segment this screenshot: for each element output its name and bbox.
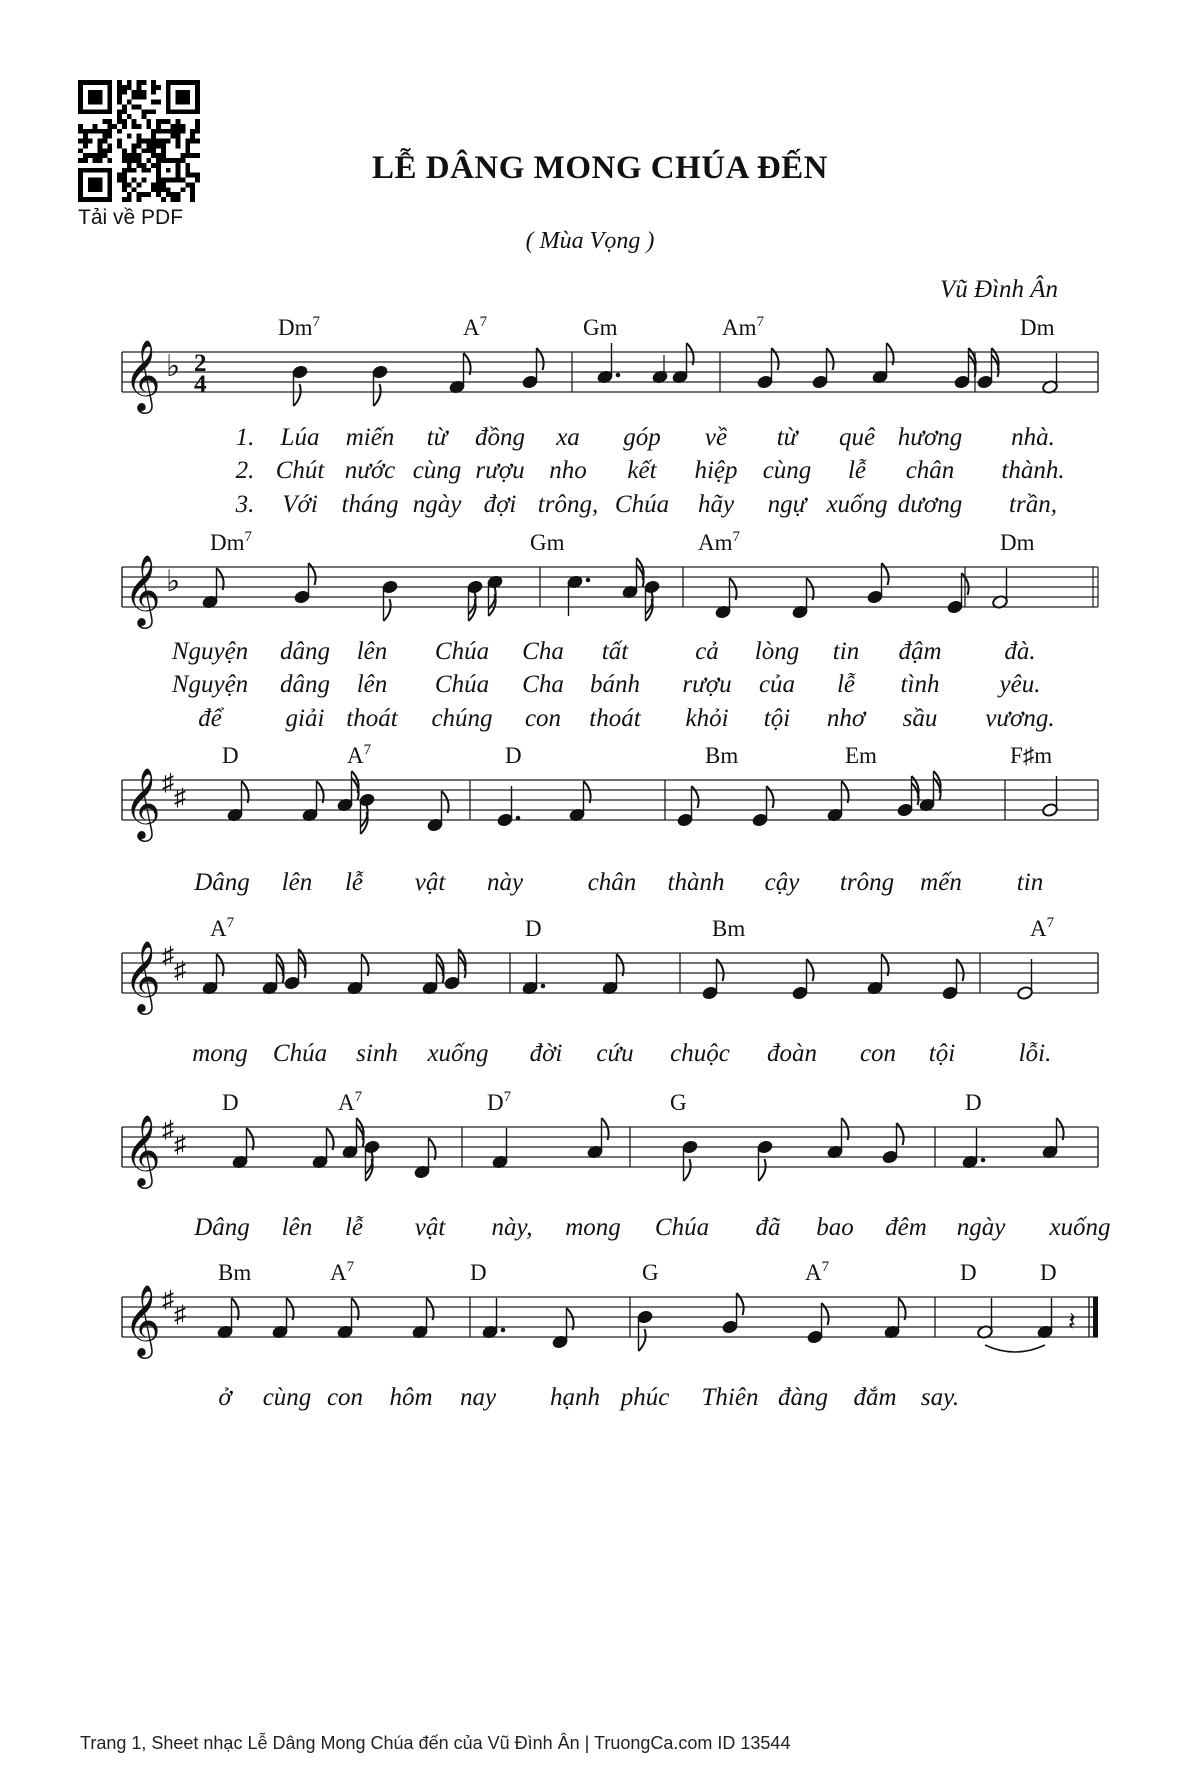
lyric-word: đời xyxy=(529,1040,563,1067)
note xyxy=(682,1140,699,1181)
lyric-word: hương xyxy=(897,424,963,451)
note xyxy=(992,568,1009,609)
lyric-word: quê xyxy=(838,424,876,451)
note-flag xyxy=(807,959,814,981)
lyric-word: mong xyxy=(192,1040,248,1067)
staff-system xyxy=(122,314,1098,518)
lyric-word: ngày xyxy=(412,491,462,518)
note-dot xyxy=(616,373,621,378)
note xyxy=(792,959,814,1000)
note xyxy=(422,954,444,995)
final-barline xyxy=(1093,1297,1098,1337)
note xyxy=(302,781,324,822)
chord-extension: 7 xyxy=(821,1259,830,1275)
lyric-word: 3. xyxy=(235,491,255,518)
lyric-word: 1. xyxy=(235,424,255,451)
lyric-word: Chúa xyxy=(434,638,490,665)
chord-symbol: Gm xyxy=(583,315,618,340)
note xyxy=(587,1118,609,1159)
lyric-word: con xyxy=(859,1040,897,1067)
lyric-word: lễ xyxy=(847,457,867,484)
note xyxy=(942,959,964,1000)
lyric-word: Nguyện xyxy=(171,638,249,665)
note xyxy=(812,348,834,389)
note xyxy=(427,791,449,832)
chord-symbol: Am$^7$ xyxy=(698,529,740,555)
chord-symbol: F♯m xyxy=(1010,743,1053,768)
lyric-word: yêu. xyxy=(999,671,1041,698)
note xyxy=(487,575,504,616)
lyric-word: cả xyxy=(695,638,719,665)
lyric-word: nhơ xyxy=(826,705,866,732)
note-flag xyxy=(684,1159,691,1181)
lyric-word: Lúa xyxy=(280,424,320,451)
chord-extension: 7 xyxy=(354,1089,363,1105)
lyric-word: lên xyxy=(356,638,388,665)
lyric-word: Chúa xyxy=(614,491,670,518)
chord-symbol: D xyxy=(222,1090,239,1115)
lyric-word: nho xyxy=(549,457,587,484)
note-flag xyxy=(384,599,391,621)
chord-extension: 7 xyxy=(503,1089,512,1105)
lyric-word: xa xyxy=(556,424,580,451)
note xyxy=(202,568,224,609)
chord-symbol: Bm xyxy=(218,1260,252,1285)
lyric-word: lên xyxy=(281,1214,313,1241)
lyric-word: Cha xyxy=(522,671,564,698)
lyric-word: này, xyxy=(491,1214,533,1241)
lyric-word: lòng xyxy=(754,638,800,665)
note xyxy=(522,954,546,995)
chord-extension: 7 xyxy=(226,915,235,931)
lyric-word: ngày xyxy=(956,1214,1006,1241)
chord-symbol: D xyxy=(525,916,542,941)
note xyxy=(644,580,661,621)
chord-extension: 7 xyxy=(479,314,488,330)
chord-symbol: $A^7$ xyxy=(463,314,488,340)
chord-symbol: Am$^7$ xyxy=(722,314,764,340)
lyric-word: bánh xyxy=(590,671,640,698)
lyric-word: đoàn xyxy=(767,1040,817,1067)
time-signature-bottom: 4 xyxy=(194,371,207,398)
note xyxy=(752,786,774,827)
lyric-word: thành. xyxy=(1001,457,1065,484)
note xyxy=(449,353,471,394)
chord-symbol: $A^7$ xyxy=(210,915,235,941)
lyric-word: Chúa xyxy=(654,1214,710,1241)
sharp-sign-icon: ♯ xyxy=(174,1132,186,1158)
lyric-word: đồng xyxy=(475,424,525,451)
sharp-sign-icon: ♯ xyxy=(174,958,186,984)
note xyxy=(954,348,976,389)
note xyxy=(977,348,999,389)
lyric-word: đêm xyxy=(885,1214,927,1241)
note-flag xyxy=(374,384,381,406)
note xyxy=(872,343,894,384)
lyric-word: thành xyxy=(667,869,725,896)
note xyxy=(867,954,889,995)
note xyxy=(622,558,644,599)
song-subtitle: ( Mùa Vọng ) xyxy=(525,228,655,254)
lyric-word: khỏi xyxy=(685,705,729,732)
lyric-word: hãy xyxy=(697,491,735,518)
note xyxy=(444,949,466,990)
lyric-word: đậm xyxy=(898,638,942,665)
lyric-word: dâng xyxy=(280,671,330,698)
lyric-word: đắm xyxy=(853,1384,897,1411)
note xyxy=(359,793,376,834)
lyric-word: góp xyxy=(623,424,661,451)
note xyxy=(497,786,521,827)
note xyxy=(919,771,941,812)
chord-symbol: $A^7$ xyxy=(330,1259,355,1285)
lyric-word: cùng xyxy=(412,457,462,484)
note xyxy=(597,343,621,384)
chord-symbol: Dm$^7$ xyxy=(210,529,252,555)
note xyxy=(702,959,724,1000)
note xyxy=(337,1298,359,1339)
note xyxy=(284,949,306,990)
lyric-word: chúng xyxy=(431,705,493,732)
lyric-word: cậy xyxy=(764,869,800,896)
treble-clef-icon: 𝄞 xyxy=(124,557,161,625)
note xyxy=(522,348,544,389)
lyric-word: con xyxy=(326,1384,364,1411)
sharp-sign-icon: ♯ xyxy=(174,1302,186,1328)
lyric-word: Chút xyxy=(275,457,325,484)
lyric-word: Dâng xyxy=(194,1214,250,1241)
note-flag xyxy=(737,1293,744,1315)
staff-system xyxy=(122,915,1098,1067)
note-dot xyxy=(981,1158,986,1163)
chord-symbol: $A^7$ xyxy=(338,1089,363,1115)
lyric-word: trông, xyxy=(537,491,599,518)
lyric-word: xuống xyxy=(826,491,888,518)
chord-symbol: G xyxy=(670,1090,687,1115)
lyric-word: của xyxy=(758,671,796,698)
lyric-word: chân xyxy=(587,869,637,896)
sharp-sign-icon: ♯ xyxy=(162,943,174,969)
note xyxy=(202,954,224,995)
note xyxy=(827,1118,849,1159)
lyric-word: nước xyxy=(344,457,396,484)
chord-symbol: Dm$^7$ xyxy=(278,314,320,340)
note-flag xyxy=(639,1329,646,1351)
lyric-word: Dâng xyxy=(194,869,250,896)
lyric-word: hạnh xyxy=(550,1384,600,1411)
lyric-word: tình xyxy=(900,671,940,698)
chord-extension: 7 xyxy=(363,742,372,758)
note xyxy=(1037,1298,1054,1339)
chord-symbol: Em xyxy=(845,743,877,768)
lyric-word: mến xyxy=(920,869,962,896)
lyric-word: rượu xyxy=(682,671,732,698)
chord-extension: 7 xyxy=(1046,915,1055,931)
tie xyxy=(985,1345,1045,1352)
lyric-word: thoát xyxy=(346,705,398,732)
chord-extension: 7 xyxy=(732,529,740,545)
lyric-word: lên xyxy=(281,869,313,896)
chord-symbol: D xyxy=(965,1090,982,1115)
lyric-word: tin xyxy=(1016,869,1044,896)
note xyxy=(757,348,779,389)
lyric-word: rượu xyxy=(475,457,525,484)
chord-symbol: D xyxy=(222,743,239,768)
lyric-word: lễ xyxy=(836,671,856,698)
note xyxy=(867,563,889,604)
chord-symbol: D xyxy=(960,1260,977,1285)
lyric-word: đã xyxy=(755,1214,781,1241)
note-dot xyxy=(541,984,546,989)
flat-sign-icon: ♭ xyxy=(166,350,181,383)
lyric-word: về xyxy=(704,424,728,451)
sharp-sign-icon: ♯ xyxy=(162,1117,174,1143)
composer-name: Vũ Đình Ân xyxy=(939,276,1058,303)
lyric-word: nay xyxy=(459,1384,497,1411)
lyric-word: dâng xyxy=(280,638,330,665)
lyric-word: cùng xyxy=(762,457,812,484)
lyric-word: dương xyxy=(897,491,963,518)
chord-symbol: $A^7$ xyxy=(805,1259,830,1285)
flat-sign-icon: ♭ xyxy=(166,565,181,598)
note xyxy=(412,1298,434,1339)
lyric-word: con xyxy=(524,705,562,732)
lyric-word: cứu xyxy=(596,1040,634,1067)
chord-symbol: $A^7$ xyxy=(1030,915,1055,941)
lyric-word: chuộc xyxy=(670,1040,730,1067)
time-signature-top: 2 xyxy=(194,350,207,377)
lyric-word: từ xyxy=(776,424,798,451)
lyric-word: miến xyxy=(345,424,395,451)
lyric-word: lên xyxy=(356,671,388,698)
note xyxy=(884,1298,906,1339)
lyric-word: đà. xyxy=(1004,638,1036,665)
lyric-word: Thiên xyxy=(701,1384,759,1411)
lyric-word: nhà. xyxy=(1011,424,1055,451)
chord-extension: 7 xyxy=(312,314,320,330)
lyric-word: Chúa xyxy=(272,1040,328,1067)
lyric-word: trần, xyxy=(1009,491,1057,518)
lyric-word: tháng xyxy=(341,491,399,518)
note xyxy=(569,781,591,822)
note-flag xyxy=(294,384,301,406)
note xyxy=(467,580,484,621)
note xyxy=(262,954,284,995)
lyric-word: giải xyxy=(285,705,325,732)
lyric-word: tội xyxy=(928,1040,956,1067)
lyric-word: vật xyxy=(414,1214,446,1241)
chord-symbol: Dm xyxy=(1000,530,1035,555)
note-flag xyxy=(772,348,779,370)
lyric-word: ở xyxy=(218,1384,232,1411)
note xyxy=(227,781,249,822)
note xyxy=(364,1140,381,1181)
note-flag xyxy=(759,1159,766,1181)
lyric-word: chân xyxy=(905,457,955,484)
note-flag xyxy=(717,959,724,981)
lyric-word: xuống xyxy=(1049,1214,1111,1241)
lyric-word: từ xyxy=(426,424,448,451)
chord-symbol: $A^7$ xyxy=(347,742,372,768)
note xyxy=(217,1298,239,1339)
lyric-word: Với xyxy=(282,491,318,518)
treble-clef-icon: 𝄞 xyxy=(124,770,161,838)
staff-system xyxy=(122,1089,1111,1241)
note xyxy=(962,1128,986,1169)
lyric-word: 2. xyxy=(235,457,255,484)
note xyxy=(312,1128,334,1169)
lyric-word: tin xyxy=(832,638,860,665)
lyric-word: hôm xyxy=(389,1384,433,1411)
lyric-word: này xyxy=(486,869,524,896)
note xyxy=(652,355,669,384)
note xyxy=(1042,353,1059,394)
note xyxy=(827,781,849,822)
page-footer: Trang 1, Sheet nhạc Lễ Dâng Mong Chúa đến của Vũ Đình Ân | TruongCa.com ID 13544 xyxy=(80,1733,791,1753)
staff-system xyxy=(122,1259,1098,1411)
chord-symbol: D xyxy=(470,1260,487,1285)
treble-clef-icon: 𝄞 xyxy=(124,1287,161,1355)
note-dot xyxy=(501,1328,506,1333)
note xyxy=(792,578,814,619)
lyric-word: lễ xyxy=(344,1214,364,1241)
lyric-word: lễ xyxy=(344,869,364,896)
chord-symbol: $D^7$ xyxy=(487,1089,512,1115)
lyric-word: tất xyxy=(601,638,629,665)
note xyxy=(482,1298,506,1339)
note-flag xyxy=(897,1123,904,1145)
lyric-word: trông xyxy=(839,869,895,896)
note xyxy=(672,343,694,384)
lyric-word: vương. xyxy=(985,705,1055,732)
lyric-word: đợi xyxy=(483,491,517,518)
note-flag xyxy=(692,786,699,808)
chord-symbol: Bm xyxy=(705,743,739,768)
note xyxy=(1042,1118,1064,1159)
lyric-word: đàng xyxy=(778,1384,828,1411)
chord-symbol: G xyxy=(642,1260,659,1285)
lyric-word: Chúa xyxy=(434,671,490,698)
chord-extension: 7 xyxy=(756,314,764,330)
note-flag xyxy=(827,348,834,370)
note xyxy=(294,563,316,604)
note-flag xyxy=(882,563,889,585)
note xyxy=(897,776,919,817)
lyric-word: xuống xyxy=(427,1040,489,1067)
note xyxy=(382,580,399,621)
lyric-word: mong xyxy=(565,1214,621,1241)
note xyxy=(414,1138,436,1179)
note xyxy=(677,786,699,827)
note xyxy=(347,954,369,995)
note xyxy=(372,365,389,406)
chord-symbol: D xyxy=(1040,1260,1057,1285)
note xyxy=(492,1128,509,1169)
lyric-word: lỗi. xyxy=(1018,1040,1052,1067)
lyric-word: vật xyxy=(414,869,446,896)
lyric-word: thoát xyxy=(589,705,641,732)
note xyxy=(757,1140,774,1181)
chord-symbol: Gm xyxy=(530,530,565,555)
note xyxy=(567,575,591,616)
lyric-word: sầu xyxy=(902,705,938,732)
note-flag xyxy=(309,563,316,585)
note xyxy=(342,1118,364,1159)
lyric-word: Nguyện xyxy=(171,671,249,698)
lyric-word: để xyxy=(198,705,222,732)
lyric-word: cùng xyxy=(262,1384,312,1411)
chord-extension: 7 xyxy=(244,529,252,545)
lyric-word: bao xyxy=(816,1214,854,1241)
note xyxy=(337,771,359,812)
note-flag xyxy=(822,1303,829,1325)
lyric-word: hiệp xyxy=(694,457,738,484)
note xyxy=(722,1293,744,1334)
lyric-word: say. xyxy=(920,1384,960,1411)
treble-clef-icon: 𝄞 xyxy=(124,1117,161,1185)
note xyxy=(882,1123,904,1164)
sharp-sign-icon: ♯ xyxy=(162,1287,174,1313)
quarter-rest-icon: 𝄽 xyxy=(1068,1307,1076,1336)
treble-clef-icon: 𝄞 xyxy=(124,342,161,410)
note xyxy=(292,365,309,406)
note xyxy=(272,1298,294,1339)
song-title: LỄ DÂNG MONG CHÚA ĐẾN xyxy=(371,150,829,186)
lyric-word: Cha xyxy=(522,638,564,665)
chord-symbol: Bm xyxy=(712,916,746,941)
chord-extension: 7 xyxy=(346,1259,355,1275)
note xyxy=(1042,776,1059,817)
lyric-word: kết xyxy=(627,457,657,484)
lyric-word: sinh xyxy=(356,1040,398,1067)
note xyxy=(1017,959,1034,1000)
note xyxy=(807,1303,829,1344)
chord-symbol: Dm xyxy=(1020,315,1055,340)
note xyxy=(977,1298,994,1339)
note xyxy=(715,578,737,619)
note-dot xyxy=(586,578,591,583)
sharp-sign-icon: ♯ xyxy=(162,770,174,796)
lyric-word: phúc xyxy=(620,1384,670,1411)
note-flag xyxy=(537,348,544,370)
lyric-word: ngự xyxy=(767,491,807,518)
note-dot xyxy=(516,816,521,821)
note-flag xyxy=(957,959,964,981)
sharp-sign-icon: ♯ xyxy=(174,785,186,811)
qr-label[interactable]: Tải về PDF xyxy=(78,206,184,229)
staff-system xyxy=(122,742,1098,896)
note xyxy=(637,1310,654,1351)
treble-clef-icon: 𝄞 xyxy=(124,943,161,1011)
staff-system xyxy=(122,529,1098,732)
note xyxy=(232,1128,254,1169)
note-flag xyxy=(767,786,774,808)
chord-symbol: D xyxy=(505,743,522,768)
note xyxy=(552,1308,574,1349)
lyric-word: tội xyxy=(763,705,791,732)
note xyxy=(602,954,624,995)
